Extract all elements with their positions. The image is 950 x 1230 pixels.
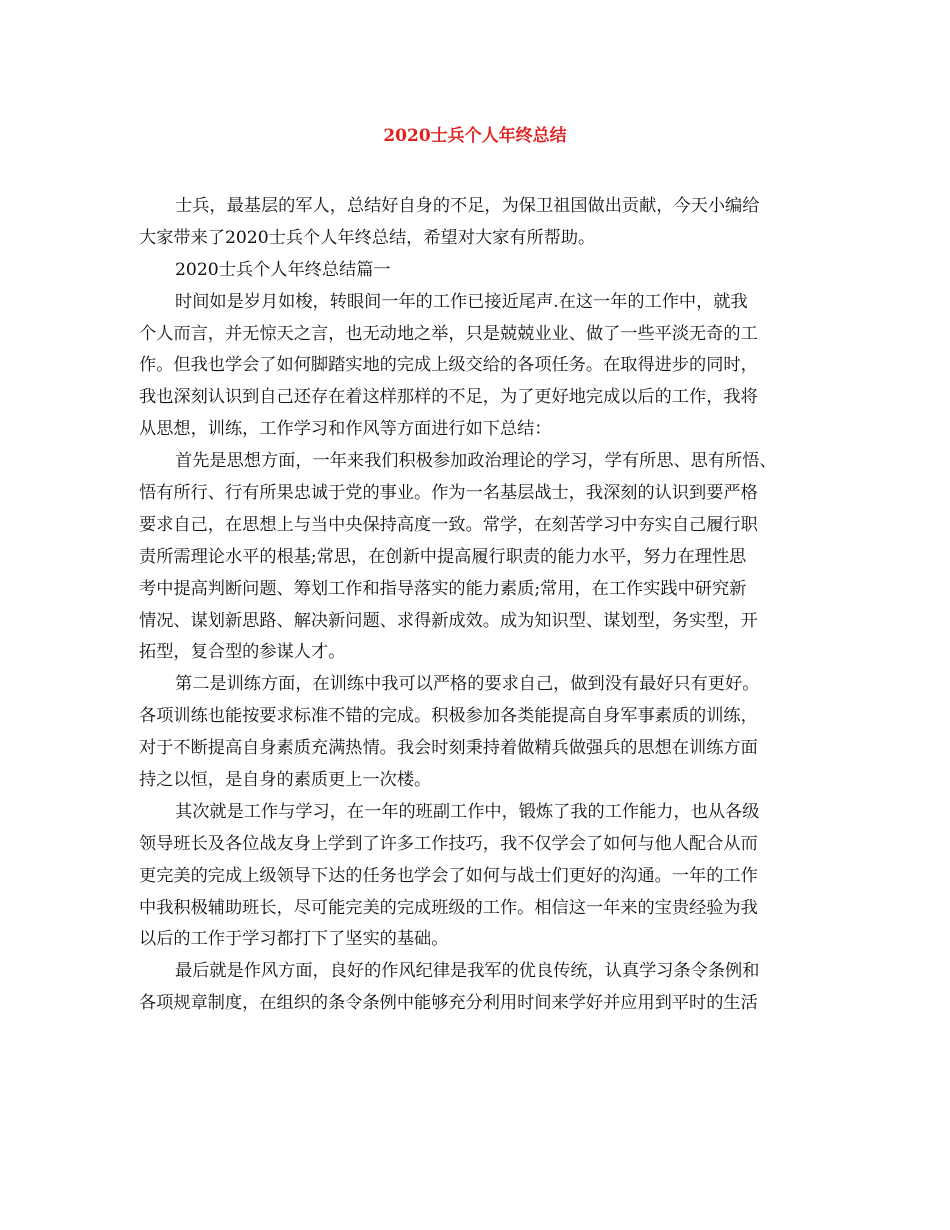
text-line: 悟有所行、行有所果忠诚于党的事业。作为一名基层战士，我深刻的认识到要严格	[139, 483, 758, 504]
text-line: 各项规章制度，在组织的条令条例中能够充分利用时间来学好并应用到平时的生活	[139, 993, 758, 1014]
text-line: 首先是思想方面，一年来我们积极参加政治理论的学习，学有所思、思有所悟、	[175, 451, 777, 472]
text-line: 领导班长及各位战友身上学到了许多工作技巧，我不仅学会了如何与他人配合从而	[139, 833, 758, 854]
text-line: 各项训练也能按要求标准不错的完成。积极参加各类能提高自身军事素质的训练，	[139, 706, 758, 727]
text-line: 对于不断提高自身素质充满热情。我会时刻秉持着做精兵做强兵的思想在训练方面	[139, 738, 758, 759]
text-line: 个人而言，并无惊天之言，也无动地之举，只是兢兢业业、做了一些平淡无奇的工	[139, 323, 758, 344]
text-line: 作。但我也学会了如何脚踏实地的完成上级交给的各项任务。在取得进步的同时，	[139, 355, 758, 376]
text-line: 2020士兵个人年终总结篇一	[175, 259, 391, 280]
text-line: 责所需理论水平的根基;常思，在创新中提高履行职责的能力水平，努力在理性思	[139, 546, 747, 567]
text-line: 最后就是作风方面，良好的作风纪律是我军的优良传统，认真学习条令条例和	[175, 961, 760, 982]
text-line: 从思想，训练，工作学习和作风等方面进行如下总结：	[139, 419, 552, 440]
text-line: 拓型，复合型的参谋人才。	[139, 642, 346, 663]
document-title: 2020士兵个人年终总结	[383, 126, 567, 146]
text-line: 更完美的完成上级领导下达的任务也学会了如何与战士们更好的沟通。一年的工作	[139, 865, 758, 886]
text-line: 要求自己，在思想上与当中央保持高度一致。常学，在刻苦学习中夯实自己履行职	[139, 514, 758, 535]
text-line: 以后的工作于学习都打下了坚实的基础。	[139, 929, 449, 950]
text-line: 我也深刻认识到自己还存在着这样那样的不足，为了更好地完成以后的工作，我将	[139, 387, 758, 408]
text-line: 士兵，最基层的军人，总结好自身的不足，为保卫祖国做出贡献，今天小编给	[175, 196, 760, 216]
text-line: 考中提高判断问题、筹划工作和指导落实的能力素质;常用，在工作实践中研究新	[139, 578, 747, 599]
text-line: 大家带来了2020士兵个人年终总结，希望对大家有所帮助。	[139, 227, 596, 248]
document-body	[139, 191, 819, 1020]
text-line: 情况、谋划新思路、解决新问题、求得新成效。成为知识型、谋划型，务实型，开	[139, 610, 758, 631]
text-line: 中我积极辅助班长，尽可能完美的完成班级的工作。相信这一年来的宝贵经验为我	[139, 897, 758, 918]
text-line: 持之以恒，是自身的素质更上一次楼。	[139, 770, 432, 791]
text-line: 第二是训练方面，在训练中我可以严格的要求自己，做到没有最好只有更好。	[175, 674, 760, 695]
text-line: 时间如是岁月如梭，转眼间一年的工作已接近尾声.在这一年的工作中，就我	[175, 291, 748, 312]
text-line: 其次就是工作与学习，在一年的班副工作中，锻炼了我的工作能力，也从各级	[175, 801, 760, 822]
